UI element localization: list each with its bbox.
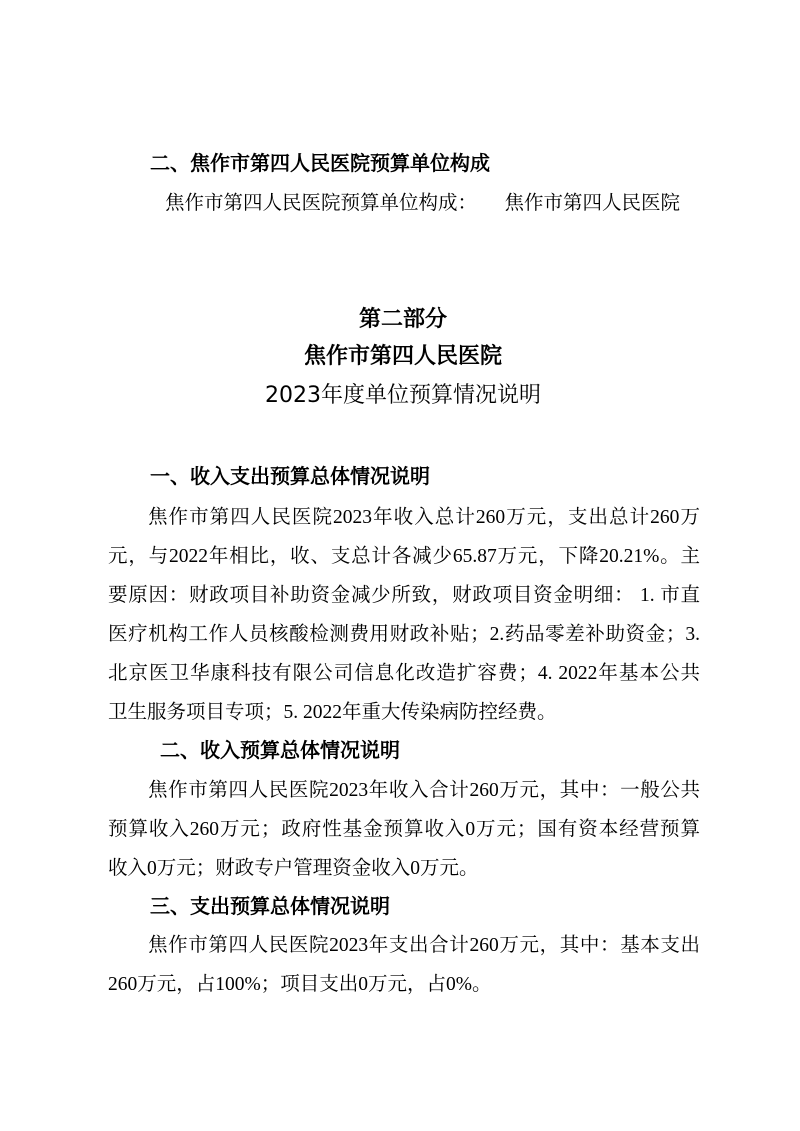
paragraph-line: 医疗机构工作人员核酸检测费用财政补贴；2.药品零差补助资金；3. <box>108 624 700 645</box>
paragraph-line: 260万元，占100%；项目支出0万元，占0%。 <box>108 974 492 995</box>
part-unit-title: 焦作市第四人民医院 <box>303 344 502 369</box>
paragraph-line: 焦作市第四人民医院2023年收入合计260万元，其中：一般公共 <box>148 780 700 801</box>
paragraph-line: 要原因：财政项目补助资金减少所致，财政项目资金明细： 1. 市直 <box>108 585 700 606</box>
paragraph-line: 北京医卫华康科技有限公司信息化改造扩容费；4. 2022年基本公共 <box>108 663 700 684</box>
paragraph-line: 卫生服务项目专项；5. 2022年重大传染病防控经费。 <box>108 702 557 723</box>
part-number-title: 第二部分 <box>358 307 447 332</box>
paragraph-line: 焦作市第四人民医院2023年收入总计260万元，支出总计260万 <box>148 507 700 528</box>
paragraph-line: 预算收入260万元；政府性基金预算收入0万元；国有资本经营预算 <box>108 819 700 840</box>
unit-composition-label: 焦作市第四人民医院预算单位构成： <box>165 193 478 214</box>
section-heading-unit-composition: 二、焦作市第四人民医院预算单位构成 <box>150 151 490 175</box>
section-heading-income-budget: 二、收入预算总体情况说明 <box>160 738 400 762</box>
section-heading-income-expenditure: 一、收入支出预算总体情况说明 <box>150 464 430 488</box>
paragraph-line: 收入0万元；财政专户管理资金收入0万元。 <box>108 858 479 879</box>
part-subtitle: 2023年度单位预算情况说明 <box>265 383 541 408</box>
unit-composition-paragraph <box>165 184 680 223</box>
income-budget-paragraph <box>108 771 700 888</box>
paragraph-line: 焦作市第四人民医院2023年支出合计260万元，其中：基本支出 <box>148 935 700 956</box>
expenditure-budget-paragraph <box>108 926 700 1004</box>
unit-composition-value: 焦作市第四人民医院 <box>504 193 680 214</box>
section-heading-expenditure-budget: 三、支出预算总体情况说明 <box>150 894 390 918</box>
income-expenditure-paragraph <box>108 498 700 732</box>
paragraph-line: 元，与2022年相比，收、支总计各减少65.87万元，下降20.21%。主 <box>108 546 700 567</box>
